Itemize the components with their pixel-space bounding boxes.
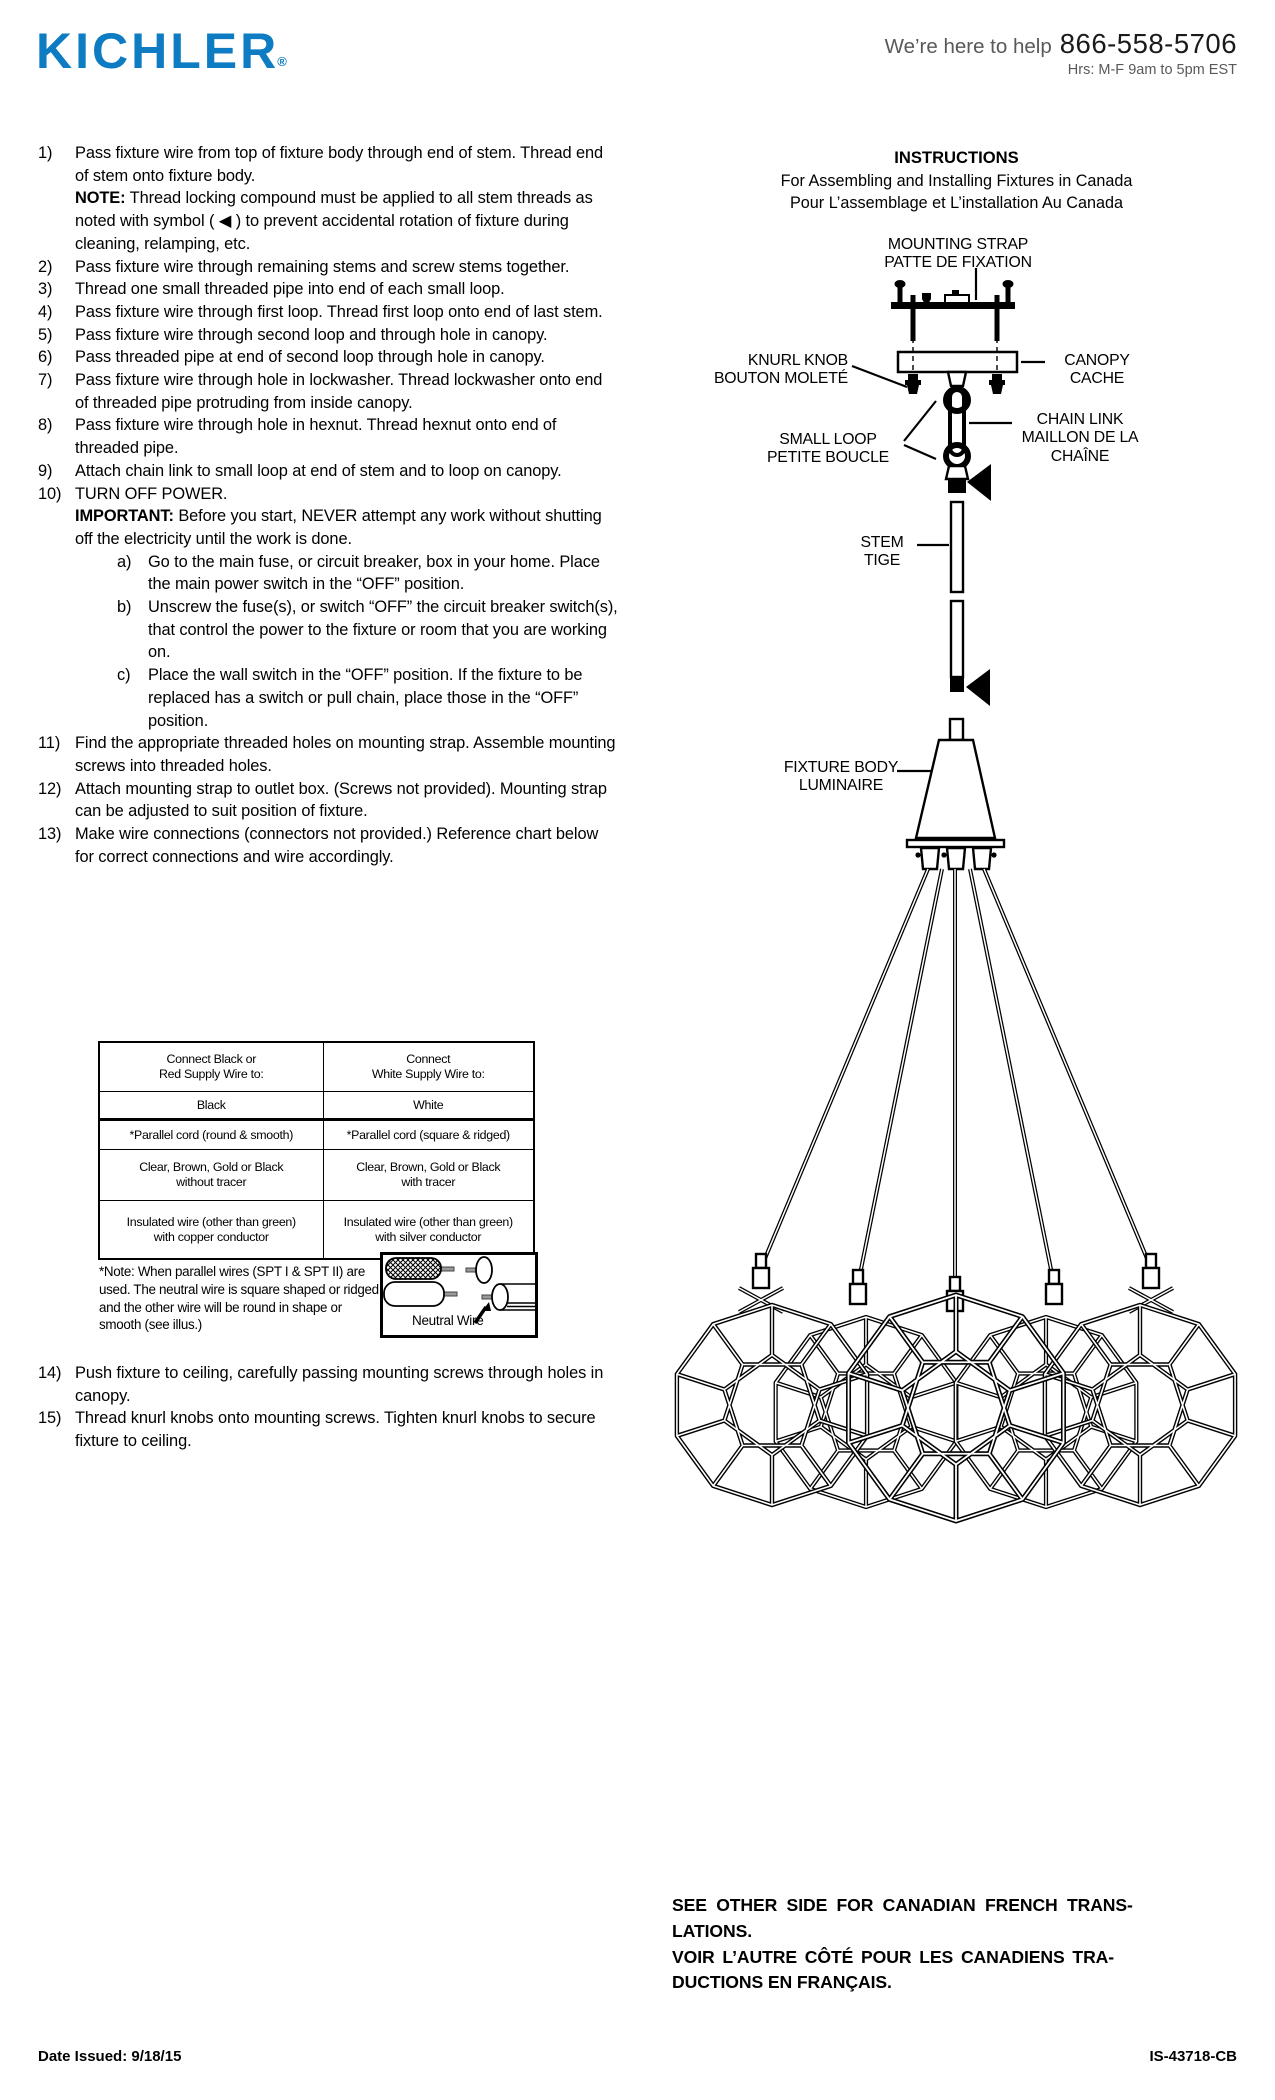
instruction-step: 3) Thread one small threaded pipe into end of each small loop. (38, 280, 505, 299)
table-header-cell: Connect White Supply Wire to: (323, 1042, 534, 1092)
pendant-shade (677, 1305, 867, 1505)
table-cell: Clear, Brown, Gold or Black without tracer (99, 1150, 323, 1201)
instructions-subtitle-fr: Pour L’assemblage et L’installation Au Canada (790, 194, 1123, 212)
instruction-step: 13) Make wire connections (connectors not provided.) Reference chart below for correct connections and wire accordingly. (38, 825, 599, 866)
instruction-step: 7) Pass fixture wire through hole in lockwasher. Thread lockwasher onto end of threaded pipe protruding from inside canopy. (38, 371, 603, 412)
pendant-cluster (677, 1295, 1235, 1521)
fixture-body-drawing (907, 719, 1004, 869)
table-cell: Insulated wire (other than green) with copper conductor (99, 1201, 323, 1260)
instruction-step: 1) Pass fixture wire from top of fixture body through end of stem. Thread end of stem onto fixture body. NOTE: Thread locking compound must be applied to all stem threads as noted with symbol ( ◀ ) to prevent accidental rotation of fixture during cleaning, relamping, etc. (38, 144, 604, 253)
instruction-step: 6) Pass threaded pipe at end of second loop through hole in canopy. (38, 348, 545, 367)
table-cell: Insulated wire (other than green) with silver conductor (323, 1201, 534, 1260)
kichler-logo: KICHLER® (36, 23, 287, 79)
parallel-wire-note: *Note: When parallel wires (SPT I & SPT II) are used. The neutral wire is square shaped or ridged and the other wire will be round in shape or smooth (see illus.) (99, 1264, 379, 1333)
instruction-step: 11) Find the appropriate threaded holes on mounting strap. Assemble mounting screws into threaded holes. (38, 734, 616, 775)
instructions-title: INSTRUCTIONS (894, 148, 1019, 167)
table-cell: Black (99, 1092, 323, 1120)
instruction-step: a) Go to the main fuse, or circuit breaker, box in your home. Place the main power switch in the “OFF” position. (117, 552, 600, 594)
label-mounting-strap: MOUNTING STRAP PATTE DE FIXATION (884, 236, 1032, 272)
table-cell: *Parallel cord (round & smooth) (99, 1120, 323, 1150)
instruction-step: 15) Thread knurl knobs onto mounting screws. Tighten knurl knobs to secure fixture to ceiling. (38, 1409, 596, 1451)
help-prefix: We’re here to help (884, 35, 1052, 58)
pendant-shade (1045, 1305, 1235, 1505)
label-canopy: CANOPY CACHE (1064, 352, 1130, 388)
table-header-cell: Connect Black or Red Supply Wire to: (99, 1042, 323, 1092)
label-small-loop: SMALL LOOP PETITE BOUCLE (766, 431, 890, 467)
neutral-wire-label: Neutral Wire (412, 1313, 484, 1328)
label-knurl-knob: KNURL KNOB BOUTON MOLETÉ (713, 352, 848, 388)
label-chain-link: CHAIN LINK MAILLON DE LA CHAÎNE (1021, 411, 1139, 465)
hexnut-drawing (948, 479, 966, 493)
instructions-subtitle-en: For Assembling and Installing Fixtures in Canada (780, 171, 1133, 190)
instruction-step: 8) Pass fixture wire through hole in hexnut. Thread hexnut onto end of threaded pipe. (38, 416, 557, 458)
instruction-step: 12) Attach mounting strap to outlet box. (Screws not provided). Mounting strap can be adjusted to suit position of fixture. (38, 779, 607, 821)
chain-assembly-drawing (946, 372, 991, 501)
instruction-step: b) Unscrew the fuse(s), or switch “OFF” the circuit breaker switch(s), that control the power to the fixture or room that you are working on. (117, 598, 618, 662)
instruction-step: 5) Pass fixture wire through second loop and through hole in canopy. (38, 325, 548, 344)
table-cell: *Parallel cord (square & ridged) (323, 1120, 534, 1150)
instruction-step: 9) Attach chain link to small loop at end of stem and to loop on canopy. (38, 461, 562, 480)
stem-drawing (950, 502, 990, 706)
instruction-step: c) Place the wall switch in the “OFF” position. If the fixture to be replaced has a switch or pull chain, place those in the “OFF” position. (117, 666, 583, 730)
instruction-step: 10) TURN OFF POWER. IMPORTANT: Before you start, NEVER attempt any work without shutting off the electricity until the work is done. a) Go to the main fuse, or circuit breaker, box in your home. Place the main power switch in the “OFF” position. b) Unscrew the fuse(s), or switch “OFF” the circuit breaker switch(s), that control the power to the fixture or room that you are working on. c) Place the wall switch in the “OFF” position. If the fixture to be replaced has a switch or pull chain, place those in the “OFF” position. (38, 483, 618, 733)
table-cell: White (323, 1092, 534, 1120)
label-stem: STEM TIGE (860, 534, 904, 570)
label-fixture-body: FIXTURE BODY LUMINAIRE (783, 759, 899, 795)
thread-lock-symbol-bottom (966, 669, 990, 706)
translation-notice: SEE OTHER SIDE FOR CANADIAN FRENCH TRANS- LATIONS. VOIR L’AUTRE CÔTÉ POUR LES CANADIENS TRA- DUCTIONS EN FRANÇAIS. (672, 1895, 1133, 1993)
instruction-step: 4) Pass fixture wire through first loop. Thread first loop onto end of last stem. (38, 302, 603, 321)
help-hours: Hrs: M-F 9am to 5pm EST (1067, 62, 1237, 78)
help-phone-number: 866-558-5706 (1059, 28, 1237, 59)
registered-mark: ® (277, 54, 287, 69)
fixture-wires (761, 869, 1151, 1291)
table-cell: Clear, Brown, Gold or Black with tracer (323, 1150, 534, 1201)
thread-lock-symbol-top (967, 464, 991, 501)
instruction-step: 14) Push fixture to ceiling, carefully passing mounting screws through holes in canopy. (38, 1364, 604, 1405)
instruction-step: 2) Pass fixture wire through remaining stems and screw stems together. (38, 257, 570, 276)
label-leader-lines (852, 268, 1045, 771)
date-issued: Date Issued: 9/18/15 (38, 2048, 182, 2065)
document-number: IS-43718-CB (1149, 2048, 1237, 2065)
